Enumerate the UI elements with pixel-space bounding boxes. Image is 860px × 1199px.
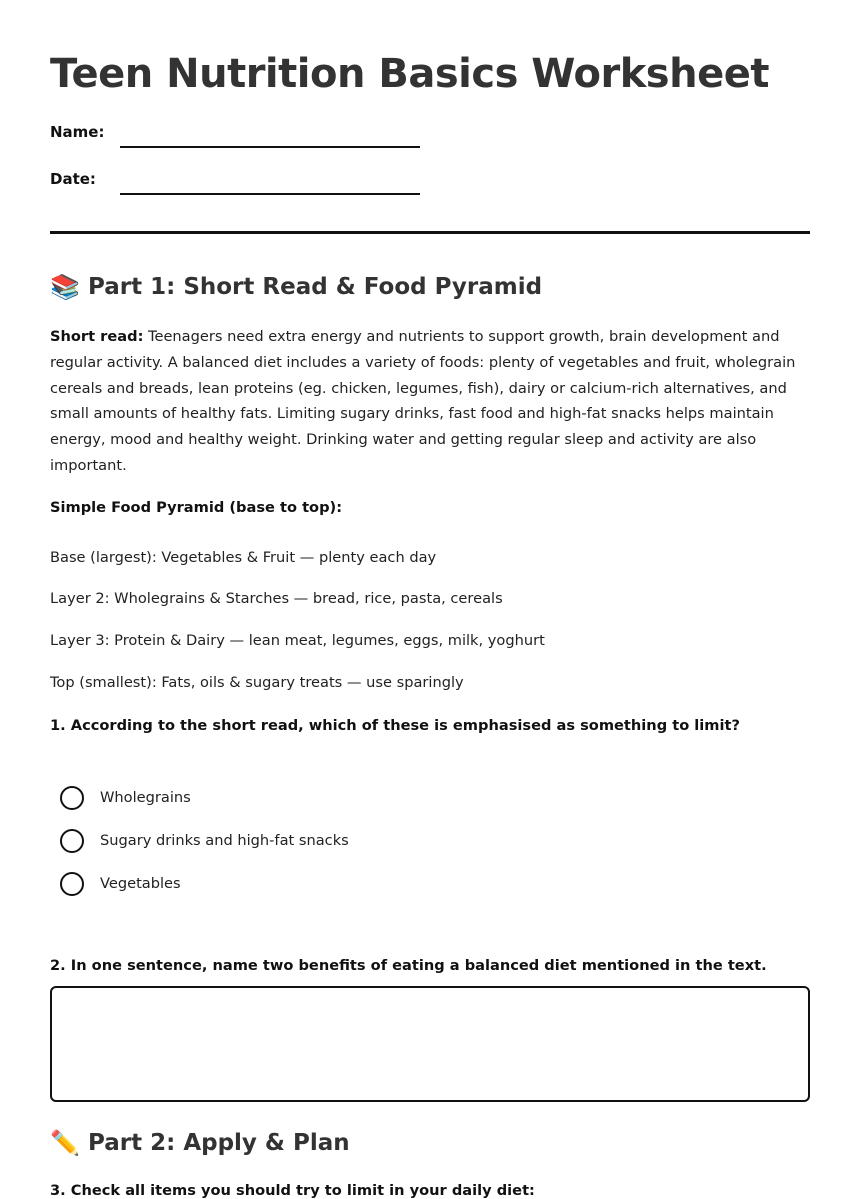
part1-heading xyxy=(50,272,810,302)
pyramid-layer: Layer 2: Wholegrains & Starches — bread, rice, pasta, cereals xyxy=(50,590,503,608)
part1-heading-text: Part 1: Short Read & Food Pyramid xyxy=(88,274,543,300)
name-label: Name: xyxy=(50,123,105,141)
part2-heading-text: Part 2: Apply & Plan xyxy=(88,1130,350,1157)
header-divider xyxy=(50,231,810,234)
q1-option-vegetables[interactable] xyxy=(60,862,810,905)
pyramid-layer: Base (largest): Vegetables & Fruit — plenty each day xyxy=(50,548,437,566)
pyramid-heading: Simple Food Pyramid (base to top): xyxy=(50,498,343,516)
question-1-options xyxy=(60,776,810,905)
option-label: Vegetables xyxy=(100,875,181,893)
question-2-answer-box[interactable] xyxy=(50,986,810,1102)
date-field[interactable] xyxy=(120,169,420,195)
q1-option-wholegrains[interactable] xyxy=(60,776,810,819)
pyramid-layers xyxy=(50,537,810,703)
radio-button[interactable] xyxy=(60,786,84,810)
part2-heading xyxy=(50,1128,810,1158)
option-label: Wholegrains xyxy=(100,789,191,807)
pencil-icon: ✏️ xyxy=(50,1129,80,1158)
short-read-text: Teenagers need extra energy and nutrients to support growth, brain development and regular activity. A balanced diet includes a variety of foods: plenty of vegetables and fruit, wholegrain cereals and breads, lean proteins (eg. chicken, legumes, fish), dairy or calcium-rich alternatives, and small amounts of healthy fats. Limiting sugary drinks, fast food and high-fat snacks helps maintain energy, mood and healthy weight. Drinking water and getting regular sleep and activity are also important. xyxy=(50,328,796,474)
radio-button[interactable] xyxy=(60,872,84,896)
short-read-paragraph xyxy=(50,324,810,479)
name-field[interactable] xyxy=(120,122,420,148)
short-read-label: Short read: xyxy=(50,328,144,345)
question-2: 2. In one sentence, name two benefits of eating a balanced diet mentioned in the text. xyxy=(50,957,767,975)
pyramid-layer: Top (smallest): Fats, oils & sugary treats — use sparingly xyxy=(50,673,464,691)
books-icon: 📚 xyxy=(50,273,80,301)
page-title: Teen Nutrition Basics Worksheet xyxy=(50,51,769,97)
q1-option-sugary-drinks[interactable] xyxy=(60,819,810,862)
name-row xyxy=(50,98,810,148)
question-1: 1. According to the short read, which of these is emphasised as something to limit? xyxy=(50,717,740,735)
pyramid-layer: Layer 3: Protein & Dairy — lean meat, legumes, eggs, milk, yoghurt xyxy=(50,631,545,649)
date-row xyxy=(50,148,810,195)
date-label: Date: xyxy=(50,170,96,188)
question-3: 3. Check all items you should try to limit in your daily diet: xyxy=(50,1182,535,1199)
radio-button[interactable] xyxy=(60,829,84,853)
option-label: Sugary drinks and high-fat snacks xyxy=(100,832,349,850)
